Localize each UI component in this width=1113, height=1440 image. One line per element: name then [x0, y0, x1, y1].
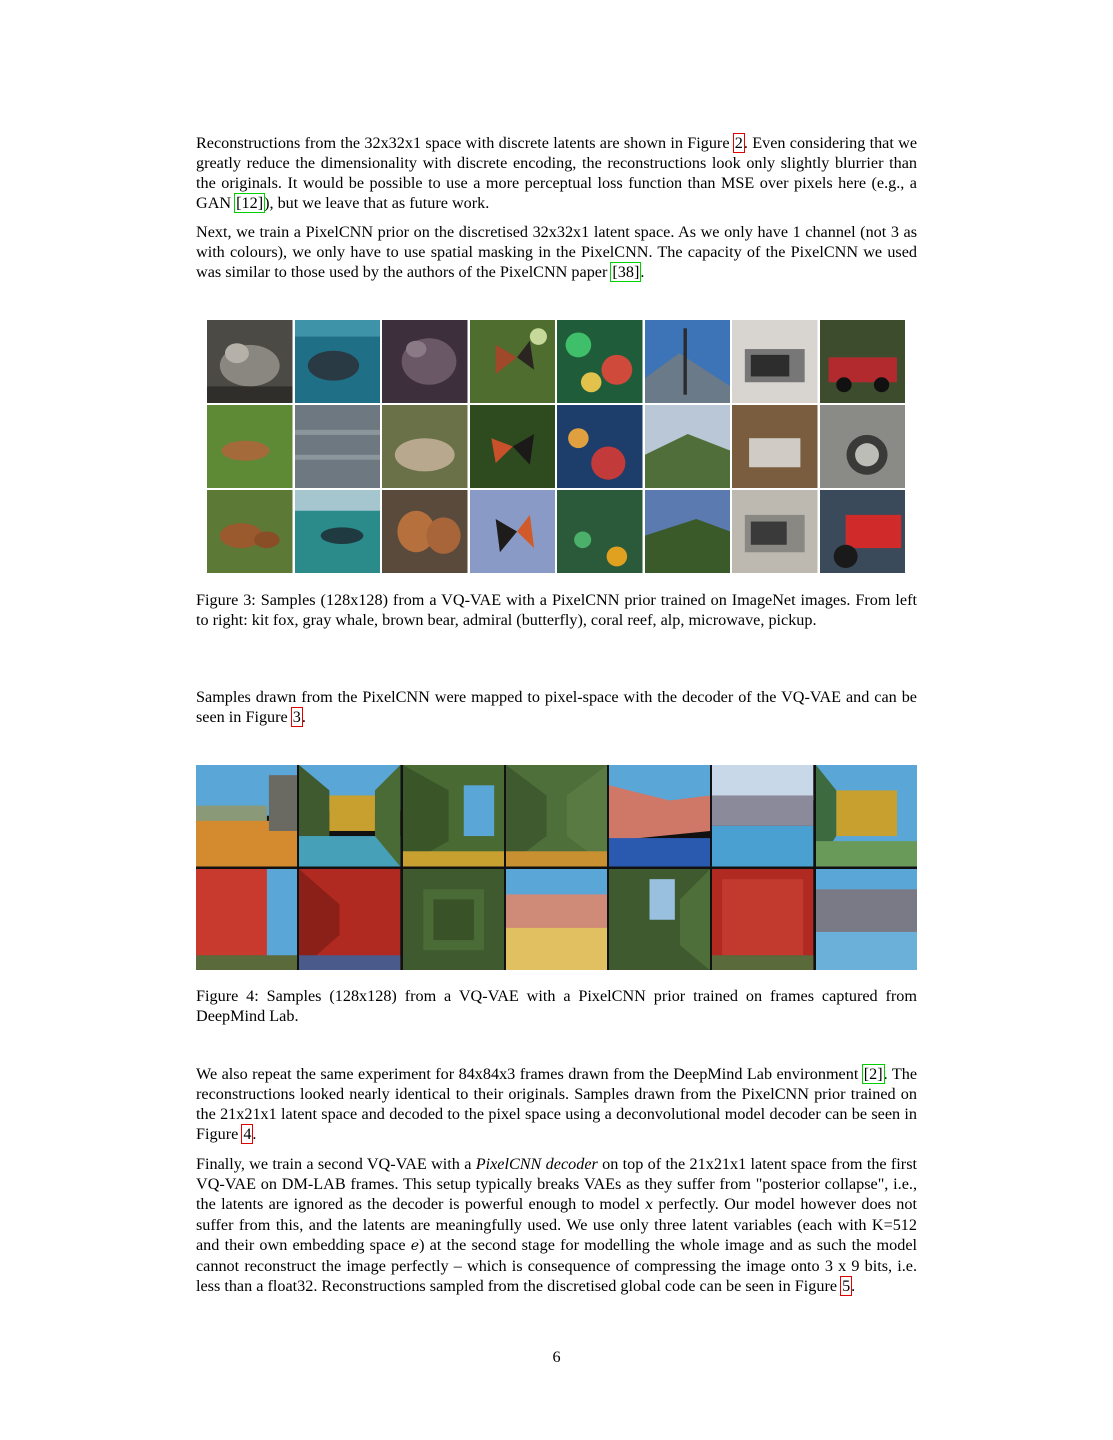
paragraph-pixelcnn-prior [196, 222, 917, 282]
figure-3-caption [196, 590, 917, 630]
page-number: 6 [552, 1348, 561, 1366]
sample-kit-fox [207, 490, 293, 573]
text-run: . [851, 1277, 856, 1295]
text-run: perfectly. Our model however does not suffer from this, and the latents are meaningfully used. We use only three latent variables (each with K=512 and their own embedding space [196, 1195, 917, 1254]
dmlab-frame [299, 765, 400, 867]
text-run: ), but we leave that as future work. [264, 194, 490, 212]
dmlab-frame [609, 869, 710, 971]
dmlab-frame [196, 765, 297, 867]
figure-4-caption [196, 986, 917, 1026]
citation-link[interactable]: [12] [236, 194, 264, 212]
dmlab-frame [712, 869, 813, 971]
sample-admiral-butterfly [470, 490, 556, 573]
sample-pickup [820, 490, 906, 573]
sample-coral-reef [557, 320, 643, 403]
text-run: Reconstructions from the 32x32x1 space with discrete latents are shown in Figure [196, 134, 734, 152]
text-run: Samples drawn from the PixelCNN were mapped to pixel-space with the decoder of the VQ-VAE and can be seen in Figure [196, 688, 917, 726]
paragraph-pixelcnn-decoder [196, 1154, 917, 1296]
sample-kit-fox [207, 405, 293, 488]
sample-pickup [820, 320, 906, 403]
dmlab-frame [403, 765, 504, 867]
sample-alp [645, 320, 731, 403]
dmlab-frame [609, 765, 710, 867]
text-run: Finally, we train a second VQ-VAE with a [196, 1155, 476, 1173]
sample-admiral-butterfly [470, 320, 556, 403]
sample-admiral-butterfly [470, 405, 556, 488]
sample-microwave [732, 320, 818, 403]
figure-4-image-grid [196, 765, 917, 970]
text-run: ) at the second stage for modelling the whole image and as such the model cannot reconstruct the image perfectly – which is consequence of compressing the image onto 3 x 9 bits, i.e. less than a float32. Reconstructions sampled from the discretised global code can be seen in Figure [196, 1236, 917, 1295]
sample-pickup [820, 405, 906, 488]
sample-brown-bear [382, 320, 468, 403]
paragraph-deepmind-lab [196, 1064, 917, 1144]
math-variable: e [410, 1238, 420, 1254]
text-run: on top of the 21x21x1 latent space from the first VQ-VAE on DM-LAB frames. This setup typically breaks VAEs as they suffer from "posterior collapse", i.e., the latents are ignored as the decoder is powerful enough to model [196, 1155, 917, 1213]
text-run: . [252, 1125, 257, 1143]
sample-gray-whale [295, 490, 381, 573]
dmlab-frame [506, 869, 607, 971]
dmlab-frame [299, 869, 400, 971]
text-run: . [640, 263, 645, 281]
sample-brown-bear [382, 405, 468, 488]
figure-ref-link[interactable]: 2 [734, 134, 743, 152]
text-run: We also repeat the same experiment for 84x84x3 frames drawn from the DeepMind Lab environment [196, 1065, 863, 1083]
sample-coral-reef [557, 405, 643, 488]
figure-ref-link[interactable]: 5 [842, 1277, 851, 1295]
emphasis-text: PixelCNN decoder [475, 1155, 598, 1173]
figure-ref-link[interactable]: 3 [292, 708, 301, 726]
dmlab-frame [196, 869, 297, 971]
sample-alp [645, 405, 731, 488]
sample-gray-whale [295, 405, 381, 488]
sample-alp [645, 490, 731, 573]
caption-text: Figure 4: Samples (128x128) from a VQ-VAE with a PixelCNN prior trained on frames captured from DeepMind Lab. [196, 987, 917, 1025]
paragraph-samples-drawn [196, 687, 917, 727]
dmlab-frame [816, 869, 917, 971]
dmlab-frame [816, 765, 917, 867]
text-run: Next, we train a PixelCNN prior on the discretised 32x32x1 latent space. As we only have 1 channel (not 3 as with colours), we only have to use spatial masking in the PixelCNN. The capacity of the PixelCNN we used was similar to those used by the authors of the PixelCNN paper [196, 223, 917, 281]
math-variable: x [645, 1197, 654, 1213]
sample-microwave [732, 490, 818, 573]
citation-link[interactable]: [2] [863, 1065, 883, 1083]
dmlab-frame [403, 869, 504, 971]
sample-microwave [732, 405, 818, 488]
sample-kit-fox [207, 320, 293, 403]
citation-link[interactable]: [38] [612, 263, 640, 281]
text-run: . [301, 708, 306, 726]
sample-gray-whale [295, 320, 381, 403]
paragraph-reconstructions [196, 133, 917, 213]
text-run: . Even considering that we greatly reduce the dimensionality with discrete encoding, the reconstructions look only slightly blurrier than the originals. It would be possible to use a more perceptual loss function than MSE over pixels here (e.g., a GAN [196, 134, 917, 212]
dmlab-frame [506, 765, 607, 867]
sample-coral-reef [557, 490, 643, 573]
figure-3-image-grid [207, 320, 905, 573]
figure-ref-link[interactable]: 4 [243, 1125, 252, 1143]
dmlab-frame [712, 765, 813, 867]
caption-text: Figure 3: Samples (128x128) from a VQ-VAE with a PixelCNN prior trained on ImageNet images. From left to right: kit fox, gray whale, brown bear, admiral (butterfly), coral reef, alp, microwave, pickup. [196, 591, 917, 629]
sample-brown-bear [382, 490, 468, 573]
text-run: . The reconstructions looked nearly identical to their originals. Samples drawn from the PixelCNN prior trained on the 21x21x1 latent space and decoded to the pixel space using a deconvolutional model decoder can be seen in Figure [196, 1065, 918, 1143]
